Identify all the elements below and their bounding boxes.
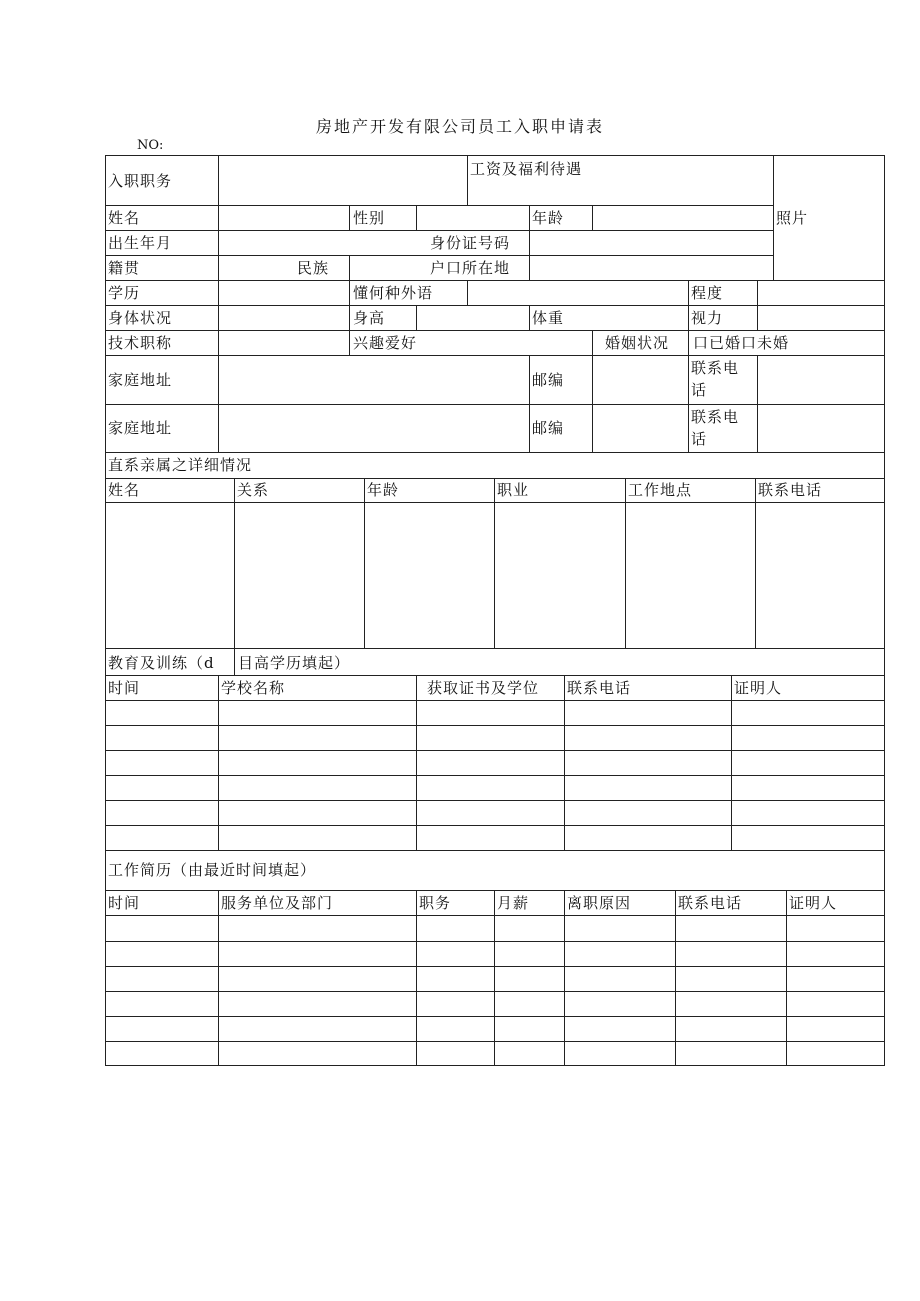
row-line <box>105 700 885 701</box>
col-line <box>494 890 495 1066</box>
col-line <box>349 255 350 280</box>
education-col-time: 时间 <box>108 679 141 697</box>
col-line <box>688 355 689 452</box>
col-line <box>416 205 417 230</box>
col-line <box>755 478 756 648</box>
label-postcode-2: 邮编 <box>532 419 565 437</box>
family-col-age: 年龄 <box>367 481 400 499</box>
label-ethnicity: 民族 <box>297 259 330 277</box>
work-col-reason: 离职原因 <box>567 894 632 912</box>
label-phone-2: 联系电话 <box>691 408 740 448</box>
row-line <box>105 725 885 726</box>
col-line <box>757 355 758 452</box>
row-line <box>105 205 773 206</box>
col-line <box>592 205 593 230</box>
col-line <box>564 675 565 850</box>
family-col-workplace: 工作地点 <box>628 481 693 499</box>
label-title-rank: 技术职称 <box>108 334 173 352</box>
label-photo: 照片 <box>776 209 809 227</box>
work-col-phone: 联系电话 <box>678 894 743 912</box>
label-address-2: 家庭地址 <box>108 419 173 437</box>
col-line <box>625 478 626 648</box>
row-line <box>105 850 885 851</box>
work-col-reference: 证明人 <box>789 894 838 912</box>
col-line <box>218 675 219 850</box>
col-line <box>467 280 468 305</box>
work-col-salary: 月薪 <box>497 894 530 912</box>
label-hobbies: 兴趣爱好 <box>353 334 418 352</box>
work-col-employer: 服务单位及部门 <box>221 894 334 912</box>
label-marital: 婚姻状况 <box>605 334 670 352</box>
page-title: 房地产开发有限公司员工入职申请表 <box>315 117 604 136</box>
row-line <box>105 404 885 405</box>
col-line <box>688 280 689 330</box>
col-line <box>416 305 417 330</box>
row-line <box>105 355 885 356</box>
label-position: 入职职务 <box>108 172 173 190</box>
label-gender: 性别 <box>353 209 386 227</box>
row-line <box>105 825 885 826</box>
row-line <box>105 230 773 231</box>
label-age: 年龄 <box>532 209 565 227</box>
label-vision: 视力 <box>691 309 724 327</box>
education-col-school: 学校名称 <box>221 679 286 697</box>
col-line <box>757 280 758 330</box>
application-form <box>105 155 885 1066</box>
education-col-certificate: 获取证书及学位 <box>427 679 540 697</box>
label-native-place: 籍贯 <box>108 259 141 277</box>
label-health: 身体状况 <box>108 309 173 327</box>
label-household: 户口所在地 <box>430 259 511 277</box>
label-education: 学历 <box>108 284 141 302</box>
label-weight: 体重 <box>532 309 565 327</box>
col-line <box>688 330 689 355</box>
col-line <box>675 890 676 1066</box>
col-line <box>364 478 365 648</box>
label-id-number: 身份证号码 <box>430 234 511 252</box>
col-line <box>786 890 787 1066</box>
row-line <box>105 890 885 891</box>
col-line <box>494 478 495 648</box>
row-line <box>105 915 885 916</box>
row-line <box>105 941 885 942</box>
col-line <box>234 648 235 675</box>
family-col-phone: 联系电话 <box>758 481 823 499</box>
marital-options[interactable]: 口已婚口未婚 <box>693 334 790 352</box>
col-line <box>416 675 417 850</box>
family-col-relation: 关系 <box>237 481 270 499</box>
row-line <box>105 800 885 801</box>
col-line <box>218 890 219 1066</box>
col-line <box>529 205 530 230</box>
label-height: 身高 <box>353 309 386 327</box>
education-col-phone: 联系电话 <box>567 679 632 697</box>
row-line <box>105 502 885 503</box>
label-salary: 工资及福利待遇 <box>470 160 583 178</box>
row-line <box>105 305 885 306</box>
row-line <box>105 478 885 479</box>
form-number-label: NO: <box>137 138 164 153</box>
row-line <box>105 991 885 992</box>
family-col-name: 姓名 <box>108 481 141 499</box>
col-line <box>218 155 219 452</box>
col-line <box>773 155 774 280</box>
row-line <box>105 675 885 676</box>
col-line <box>564 890 565 1066</box>
col-line <box>529 230 530 280</box>
label-postcode-1: 邮编 <box>532 371 565 389</box>
col-line <box>234 478 235 648</box>
row-line <box>105 1041 885 1042</box>
row-line <box>105 330 885 331</box>
label-name: 姓名 <box>108 209 141 227</box>
col-line <box>349 330 350 355</box>
col-line <box>416 890 417 1066</box>
row-line <box>105 750 885 751</box>
col-line <box>731 675 732 850</box>
work-col-time: 时间 <box>108 894 141 912</box>
col-line <box>349 205 350 230</box>
label-birth: 出生年月 <box>108 234 173 252</box>
col-line <box>349 280 350 330</box>
row-line <box>105 280 885 281</box>
education-col-reference: 证明人 <box>734 679 783 697</box>
label-address-1: 家庭地址 <box>108 371 173 389</box>
col-line <box>592 355 593 452</box>
row-line <box>105 1016 885 1017</box>
col-line <box>592 330 593 355</box>
work-col-job: 职务 <box>419 894 452 912</box>
col-line <box>529 305 530 330</box>
row-line <box>105 648 885 649</box>
row-line <box>105 255 773 256</box>
col-line <box>529 355 530 452</box>
education-heading-a: 教育及训练（d <box>108 654 215 672</box>
row-line <box>105 966 885 967</box>
row-line <box>105 452 885 453</box>
row-line <box>105 775 885 776</box>
education-heading-b: 目高学历填起） <box>238 654 351 672</box>
family-heading: 直系亲属之详细情况 <box>108 456 253 474</box>
label-level: 程度 <box>691 284 724 302</box>
family-col-occupation: 职业 <box>497 481 530 499</box>
col-line <box>467 155 468 205</box>
form-frame <box>105 155 885 1066</box>
label-phone-1: 联系电话 <box>691 359 740 399</box>
work-heading: 工作简历（由最近时间填起） <box>108 861 317 879</box>
label-languages: 懂何种外语 <box>353 284 434 302</box>
